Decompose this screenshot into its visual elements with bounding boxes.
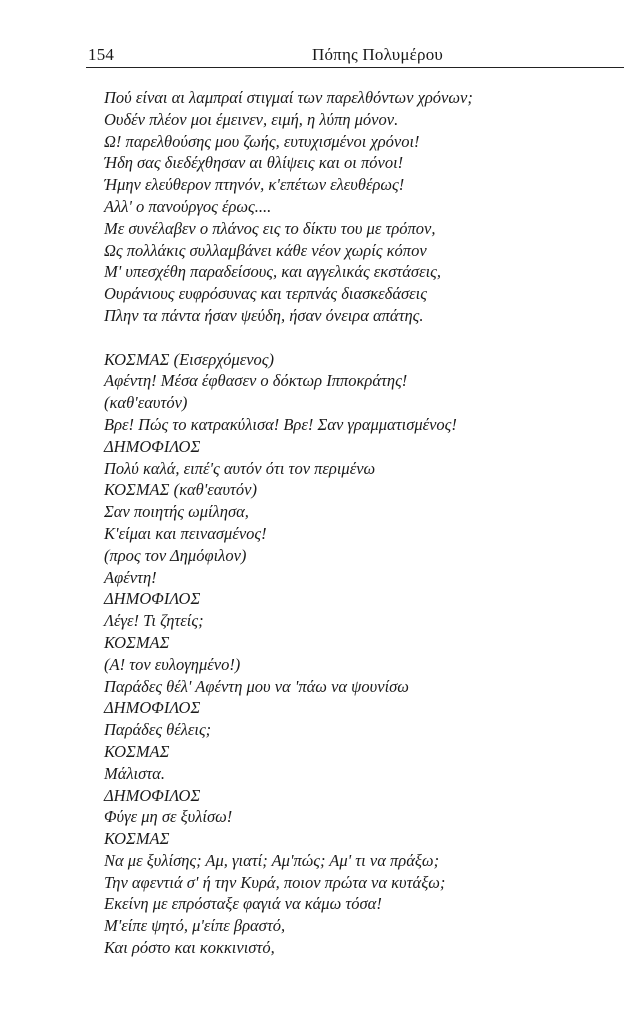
verse-line: Ήμην ελεύθερον πτηνόν, κ'επέτων ελευθέρως! (104, 175, 405, 195)
verse-line: Αλλ' ο πανούργος έρως.... (104, 196, 272, 216)
verse-line: Παράδες θέλεις; (104, 720, 212, 740)
verse-line: Βρε! Πώς το κατρακύλισα! Βρε! Σαν γραμματισμένος! (104, 414, 457, 434)
verse-line: Κ'είμαι και πεινασμένος! (104, 523, 267, 543)
verse-line: Ουδέν πλέον μοι έμεινεν, ειμή, η λύπη μόνον. (104, 109, 399, 129)
stage-direction: (καθ'εαυτόν) (104, 393, 188, 413)
verse-line: Να με ξυλίσης; Αμ, γιατί; Αμ'πώς; Αμ' τι να πράξω; (104, 850, 440, 870)
dialogue (104, 349, 604, 959)
verse-line: Παράδες θέλ' Αφέντη μου να 'πάω να ψουνίσω (104, 676, 409, 696)
verse-line: Ήδη σας διεδέχθησαν αι θλίψεις και οι πόνοι! (104, 153, 404, 173)
verse-line: Και ρόστο και κοκκινιστό, (104, 938, 275, 958)
stanza (104, 87, 604, 327)
verse-line: Μ' υπεσχέθη παραδείσους, και αγγελικάς εκστάσεις, (104, 262, 441, 282)
stage-direction: (προς τον Δημόφιλον) (104, 545, 247, 565)
verse-line: Μάλιστα. (104, 763, 165, 783)
verse-line: Αφέντη! Μέσα έφθασεν ο δόκτωρ Ιπποκράτης! (104, 371, 408, 391)
speaker-line: ΚΟΣΜΑΣ (104, 632, 170, 652)
verse-line: Ω! παρελθούσης μου ζωής, ευτυχισμένοι χρόνοι! (104, 131, 420, 151)
speaker-line: ΔΗΜΟΦΙΛΟΣ (104, 589, 201, 609)
speaker-line: ΔΗΜΟΦΙΛΟΣ (104, 436, 201, 456)
verse-line: Φύγε μη σε ξυλίσω! (104, 807, 233, 827)
verse-line: Λέγε! Τι ζητείς; (104, 611, 204, 631)
page-number: 154 (88, 45, 115, 64)
speaker-line: ΚΟΣΜΑΣ (104, 829, 170, 849)
stage-direction: (Α! τον ευλογημένο!) (104, 654, 241, 674)
text-body (104, 87, 604, 959)
running-head: Πόπης Πολυμέρου (312, 45, 444, 64)
verse-line: Εκείνη με επρόσταξε φαγιά να κάμω τόσα! (104, 894, 382, 914)
verse-line: Πού είναι αι λαμπραί στιγμαί των παρελθόντων χρόνων; (104, 88, 473, 107)
verse-line: Ως πολλάκις συλλαμβάνει κάθε νέον χωρίς κόπον (104, 240, 427, 260)
page-header (0, 0, 624, 72)
speaker-line: ΔΗΜΟΦΙΛΟΣ (104, 785, 201, 805)
verse-line: Με συνέλαβεν ο πλάνος εις το δίκτυ του με τρόπον, (104, 218, 436, 238)
verse-line: Την αφεντιά σ' ή την Κυρά, ποιον πρώτα να κυτάξω; (104, 872, 446, 892)
stanza-gap (104, 327, 604, 349)
speaker-line: ΚΟΣΜΑΣ (καθ'εαυτόν) (104, 480, 257, 500)
verse-line: Πλην τα πάντα ήσαν ψεύδη, ήσαν όνειρα απάτης. (104, 305, 424, 325)
verse-line: Πολύ καλά, ειπέ'ς αυτόν ότι τον περιμένω (104, 458, 376, 478)
verse-line: Ουράνιους ευφρόσυνας και τερπνάς διασκεδάσεις (104, 284, 427, 304)
verse-line: Αφέντη! (104, 567, 157, 587)
speaker-line: ΚΟΣΜΑΣ (Εισερχόμενος) (104, 349, 274, 369)
verse-line: Μ'είπε ψητό, μ'είπε βραστό, (104, 916, 286, 936)
verse-line: Σαν ποιητής ωμίλησα, (104, 502, 249, 522)
speaker-line: ΔΗΜΟΦΙΛΟΣ (104, 698, 201, 718)
header-rule (86, 67, 624, 68)
speaker-line: ΚΟΣΜΑΣ (104, 741, 170, 761)
